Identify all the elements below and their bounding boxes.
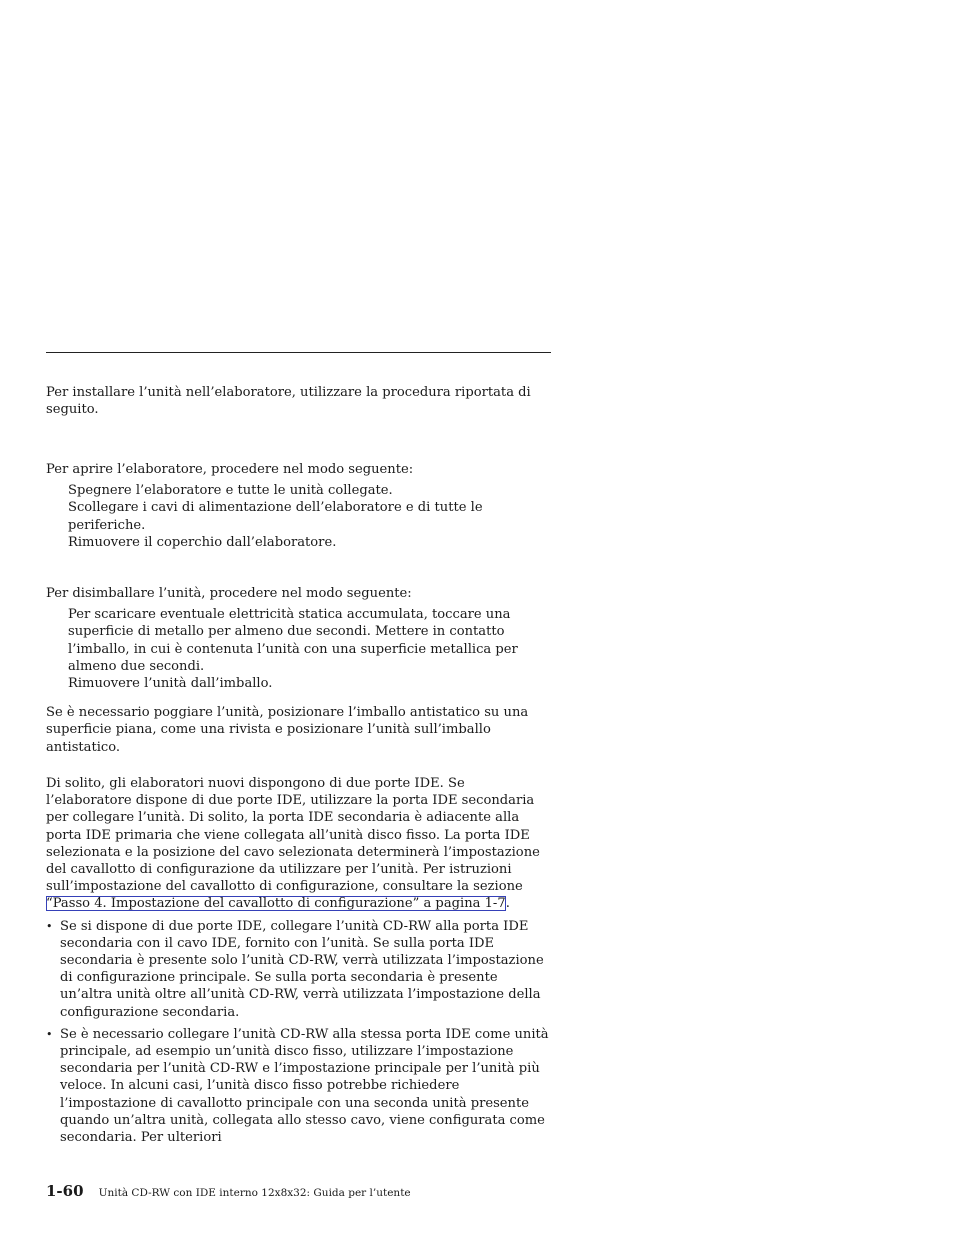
list-item-text: Se è necessario collegare l’unità CD-RW alla stessa porta IDE come unità principale, ad esempio un’unità disco fisso, utilizzare l’impostazione secondaria per l’unità CD-RW e l’impostazione principale per l’unità più veloce. In alcuni casi, l’unità disco fisso potrebbe richiedere l’impostazione di cavallotto principale con una seconda unità presente quando un’altra unità, collegata allo stesso cavo, viene configurata come secondaria. Per ulteriori: [60, 1026, 549, 1146]
unpack-section: [46, 585, 554, 756]
unpack-steps: [46, 606, 554, 692]
list-item: [46, 1026, 554, 1146]
open-computer-lead: Per aprire l’elaboratore, procedere nel modo seguente:: [46, 462, 414, 477]
open-computer-step: Spegnere l’elaboratore e tutte le unità collegate.: [68, 483, 393, 499]
document-page: [46, 0, 556, 1235]
ide-paragraph-end: .: [505, 896, 510, 912]
unpack-step: Per scaricare eventuale elettricità statica accumulata, toccare una superficie di metallo per almeno due secondi. Mettere in contatto l’imballo, in cui è contenuta l’unità con una superficie metallica per almeno due secondi.: [68, 607, 518, 674]
list-item: [46, 918, 554, 1021]
bullet-icon: •: [46, 1027, 53, 1041]
unpack-step: Rimuovere l’unità dall’imballo.: [68, 676, 273, 692]
open-computer-step: Scollegare i cavi di alimentazione dell’elaboratore e di tutte le periferiche.: [68, 500, 483, 533]
unpack-note: Se è necessario poggiare l’unità, posizionare l’imballo antistatico su una superficie piana, come una rivista e posizionare l’unità sull’imballo antistatico.: [46, 705, 529, 755]
open-computer-steps: [46, 482, 554, 551]
list-item-text: Se si dispone di due porte IDE, collegare l’unità CD-RW alla porta IDE secondaria con il cavo IDE, fornito con l’unità. Se sulla porta IDE secondaria è presente solo l’unità CD-RW, verrà utilizzata l’impostazione di configurazione principale. Se sulla porta secondaria è presente un’altra unità oltre all’unità CD-RW, verrà utilizzata l’impostazione della configurazione secondaria.: [60, 918, 544, 1020]
ide-paragraph-text: Di solito, gli elaboratori nuovi dispongono di due porte IDE. Se l’elaboratore dispone di due porte IDE, utilizzare la porta IDE secondaria per collegare l’unità. Di solito, la porta IDE secondaria è adiacente alla porta IDE primaria che viene collegata all’unità disco fisso. La porta IDE selezionata e la posizione del cavo selezionata determinerà l’impostazione del cavallotto di configurazione da utilizzare per l’unità. Per istruzioni sull’impostazione del cavallotto di configurazione, consultare la sezione: [46, 776, 540, 895]
page-number: 1-60: [46, 1182, 84, 1200]
section-divider: [46, 352, 551, 353]
book-title: Unità CD-RW con IDE interno 12x8x32: Guida per l’utente: [98, 1187, 411, 1199]
ide-bullet-list: [46, 918, 554, 1147]
ide-paragraph: [46, 775, 554, 913]
open-computer-section: [46, 461, 554, 551]
cross-reference-link[interactable]: “Passo 4. Impostazione del cavallotto di configurazione” a pagina 1-7: [46, 896, 506, 912]
ide-section: [46, 775, 554, 1151]
intro-section: [46, 384, 554, 418]
unpack-lead: Per disimballare l’unità, procedere nel modo seguente:: [46, 586, 412, 601]
bullet-icon: •: [46, 919, 53, 933]
intro-paragraph: Per installare l’unità nell’elaboratore, utilizzare la procedura riportata di seguito.: [46, 385, 531, 418]
open-computer-step: Rimuovere il coperchio dall’elaboratore.: [68, 534, 337, 550]
page-footer: [46, 1181, 411, 1200]
